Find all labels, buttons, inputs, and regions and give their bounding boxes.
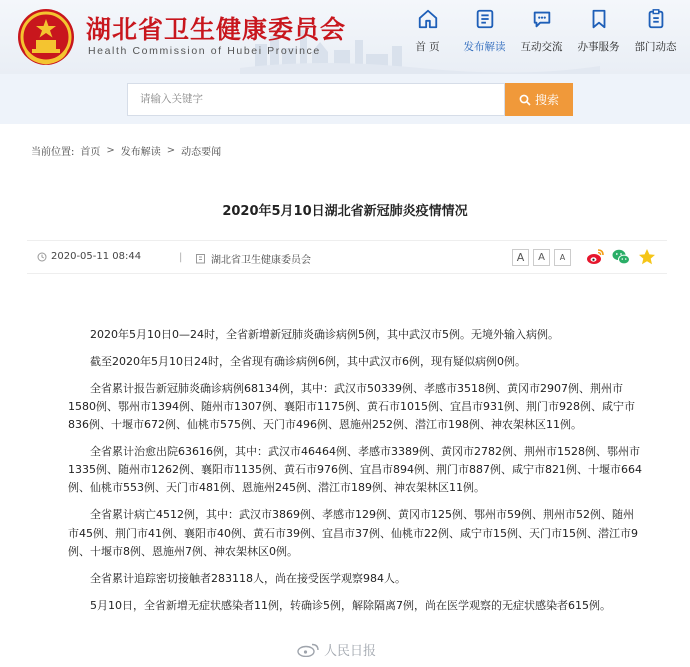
nav-item-interact[interactable]	[513, 8, 570, 54]
breadcrumb-publish[interactable]: 发布解读	[120, 147, 161, 158]
document-icon	[474, 8, 496, 30]
breadcrumb-news[interactable]: 动态要闻	[181, 147, 222, 158]
share-wechat-button[interactable]	[610, 246, 632, 268]
article-paragraph: 全省累计追踪密切接触者283118人，尚在接受医学观察984人。	[90, 571, 406, 585]
search-input[interactable]: 请输入关键字	[127, 83, 505, 116]
nav-label-services: 办事服务	[577, 41, 620, 53]
clipboard-icon	[645, 8, 667, 30]
font-size-controls	[512, 249, 575, 266]
watermark-text: 人民日报	[324, 644, 377, 659]
nav-label-dept-news: 部门动态	[634, 41, 677, 53]
article-paragraph: 截至2020年5月10日24时，全省现有确诊病例6例，其中武汉市6例，现有疑似病例0例。	[90, 354, 526, 368]
breadcrumb-prefix: 当前位置:	[31, 147, 75, 158]
watermark	[296, 640, 376, 659]
main-nav	[399, 8, 684, 54]
font-size-medium-button[interactable]: A	[533, 249, 550, 266]
article-paragraph: 全省累计治愈出院63616例，其中：武汉市46464例、孝感市3389例、黄冈市2782例、荆州市1528例、鄂州市1335例、随州市1262例、襄阳市1135例、黄石市976例、宜昌市894例、荆门市887例、咸宁市821例、十堰市664例、仙桃市553例、天门市481例、恩施州245例、潜江市189例、神农架林区11例。	[68, 445, 642, 495]
wechat-icon	[611, 247, 631, 267]
building-icon	[195, 253, 206, 264]
article-source-text: 湖北省卫生健康委员会	[211, 255, 311, 266]
nav-item-dept-news[interactable]	[627, 8, 684, 54]
search-button[interactable]	[505, 83, 573, 116]
home-icon	[417, 8, 439, 30]
search-button-label: 搜索	[534, 93, 559, 107]
article-title: 2020年5月10日湖北省新冠肺炎疫情情况	[222, 204, 468, 219]
share-weibo-button[interactable]	[584, 246, 606, 268]
article-paragraph: 2020年5月10日0—24时，全省新增新冠肺炎确诊病例5例，其中武汉市5例。无境外输入病例。	[90, 328, 559, 341]
article-paragraph: 全省累计报告新冠肺炎确诊病例68134例，其中：武汉市50339例、孝感市3518例、黄冈市2907例、荆州市1580例、鄂州市1394例、随州市1307例、襄阳市1175例、黄石市1015例、宜昌市931例、荆门市928例、咸宁市836例、十堰市672例、仙桃市575例、天门市496例、恩施州252例、潜江市198例、神农架林区11例。	[68, 381, 635, 432]
article-source	[195, 251, 311, 266]
share-buttons	[584, 246, 662, 268]
weibo-icon	[585, 247, 605, 267]
article-meta-bar	[27, 240, 667, 274]
site-title: 湖北省卫生健康委员会	[86, 15, 347, 44]
site-subtitle: Health Commission of Hubei Province	[88, 45, 321, 57]
search-band	[0, 74, 690, 124]
nav-item-publish[interactable]	[456, 8, 513, 54]
font-size-large-button[interactable]: A	[512, 249, 529, 266]
chat-icon	[531, 8, 553, 30]
bookmark-icon	[588, 8, 610, 30]
site-header	[0, 0, 690, 74]
star-icon	[637, 247, 657, 267]
article-paragraph: 全省累计病亡4512例，其中：武汉市3869例、孝感市129例、黄冈市125例、鄂州市59例、荆州市52例、随州市45例、荆门市41例、襄阳市40例、黄石市39例、宜昌市37例、仙桃市22例、咸宁市15例、天门市15例、潜江市9例、十堰市8例、恩施州7例、神农架林区0例。	[68, 508, 638, 558]
article-body	[68, 326, 644, 623]
font-size-small-button[interactable]: A	[554, 249, 571, 266]
article-paragraph: 5月10日，全省新增无症状感染者11例，转确诊5例，解除隔离7例，尚在医学观察的无症状感染者615例。	[90, 598, 611, 612]
nav-label-home: 首 页	[415, 41, 440, 53]
breadcrumb-separator: >	[166, 145, 176, 156]
nav-item-home[interactable]	[399, 8, 456, 54]
favorite-button[interactable]	[636, 246, 658, 268]
article-date	[37, 251, 141, 262]
breadcrumb-separator: >	[106, 145, 115, 156]
search-icon	[519, 94, 531, 106]
nav-item-services[interactable]	[570, 8, 627, 54]
breadcrumb	[31, 143, 227, 158]
nav-label-publish: 发布解读	[463, 41, 506, 53]
article-date-text: 2020-05-11 08:44	[51, 251, 142, 262]
meta-divider: |	[179, 252, 183, 263]
clock-icon	[37, 252, 47, 262]
national-emblem-icon	[16, 7, 76, 67]
breadcrumb-home[interactable]: 首页	[80, 147, 101, 158]
weibo-logo-icon	[296, 643, 320, 657]
nav-label-interact: 互动交流	[520, 41, 563, 53]
